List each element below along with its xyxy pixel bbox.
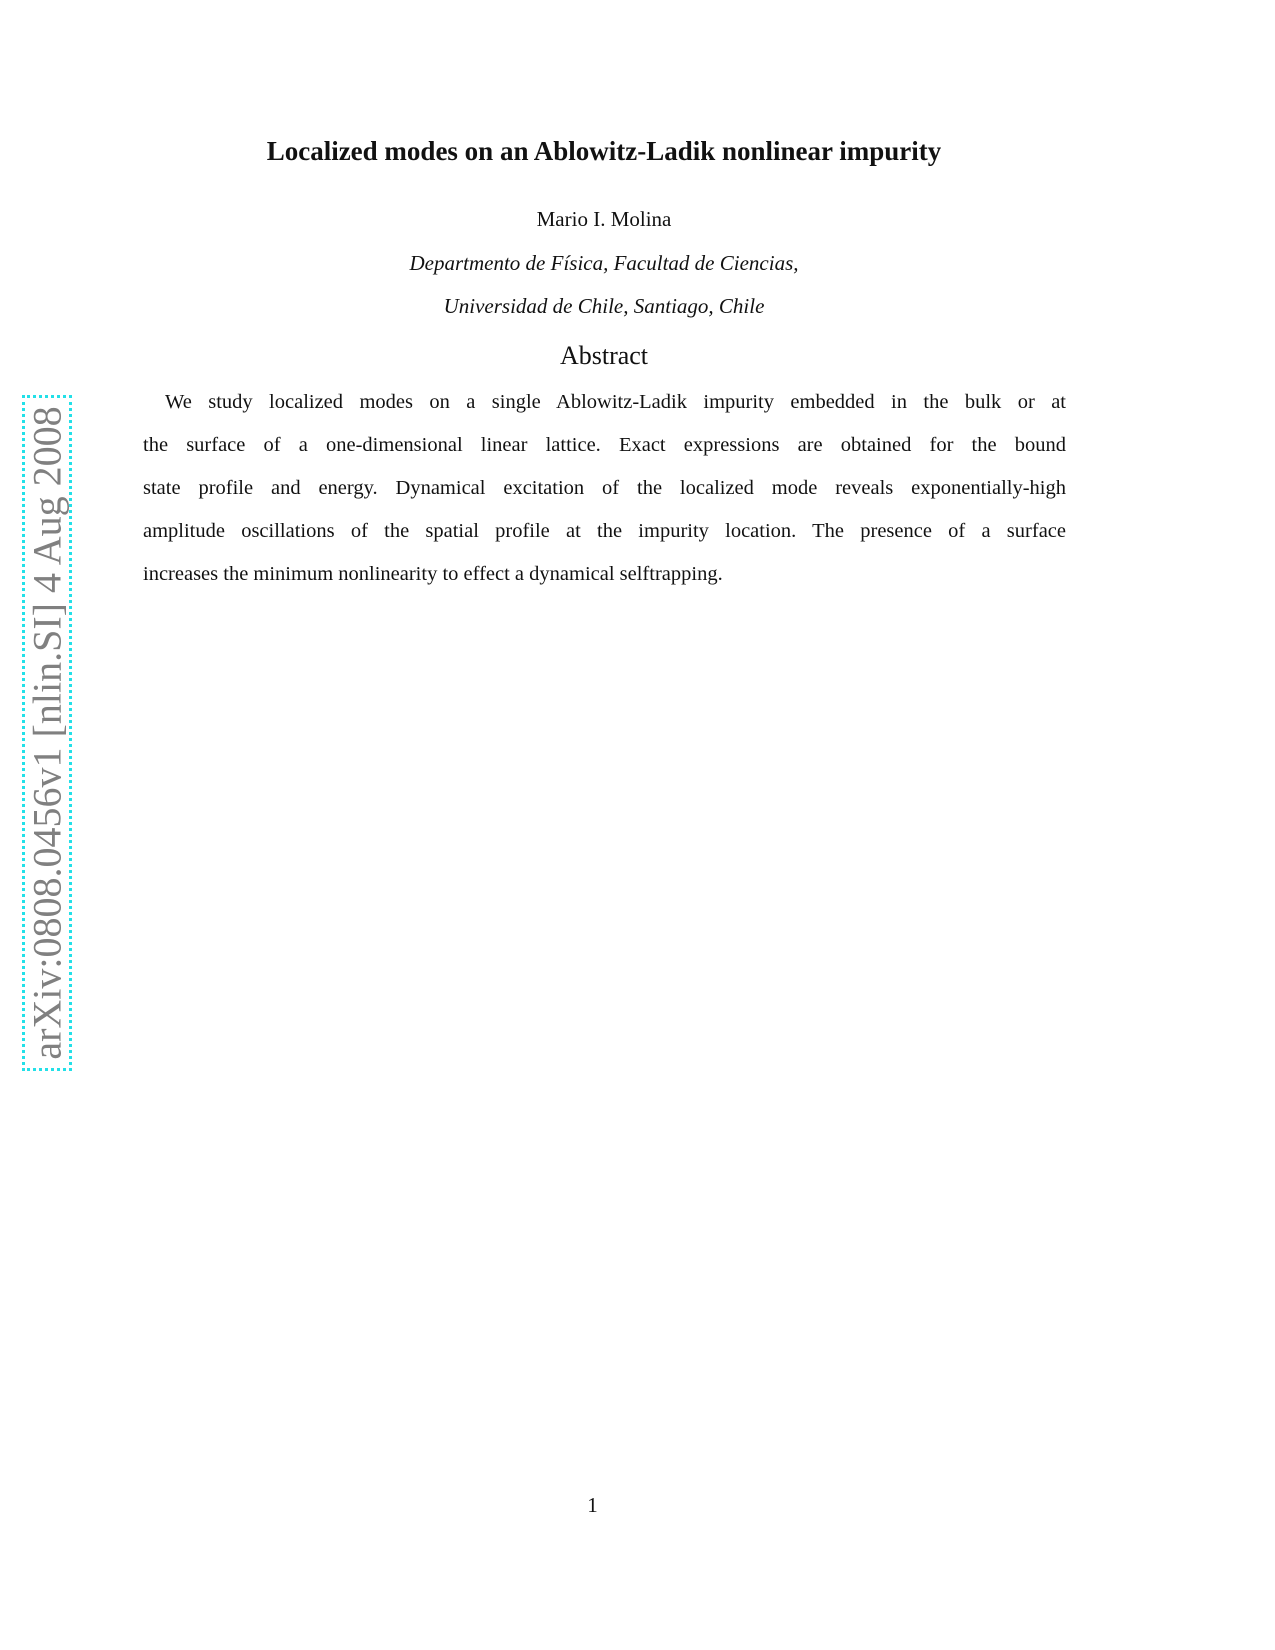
arxiv-stamp — [22, 395, 72, 1071]
abstract-line: amplitude oscillations of the spatial profile at the impurity location. The presence of a surface — [143, 520, 1066, 542]
abstract-heading: Abstract — [559, 341, 649, 370]
abstract-line: state profile and energy. Dynamical excitation of the localized mode reveals exponentially-high — [143, 477, 1066, 499]
abstract-line: increases the minimum nonlinearity to effect a dynamical selftrapping. — [143, 563, 723, 585]
author: Mario I. Molina — [536, 207, 672, 231]
abstract-line: We study localized modes on a single Ablowitz-Ladik impurity embedded in the bulk or at — [165, 391, 1066, 413]
arxiv-id: arXiv:0808.0456v1 [nlin.SI] 4 Aug 2008 — [24, 406, 70, 1060]
affiliation-line: Departmento de Física, Facultad de Ciencias, — [409, 251, 799, 275]
affiliation-line: Universidad de Chile, Santiago, Chile — [443, 294, 765, 318]
abstract-line: the surface of a one-dimensional linear lattice. Exact expressions are obtained for the bound — [143, 434, 1066, 456]
page-number: 1 — [587, 1493, 598, 1517]
paper-title: Localized modes on an Ablowitz-Ladik nonlinear impurity — [266, 136, 942, 166]
